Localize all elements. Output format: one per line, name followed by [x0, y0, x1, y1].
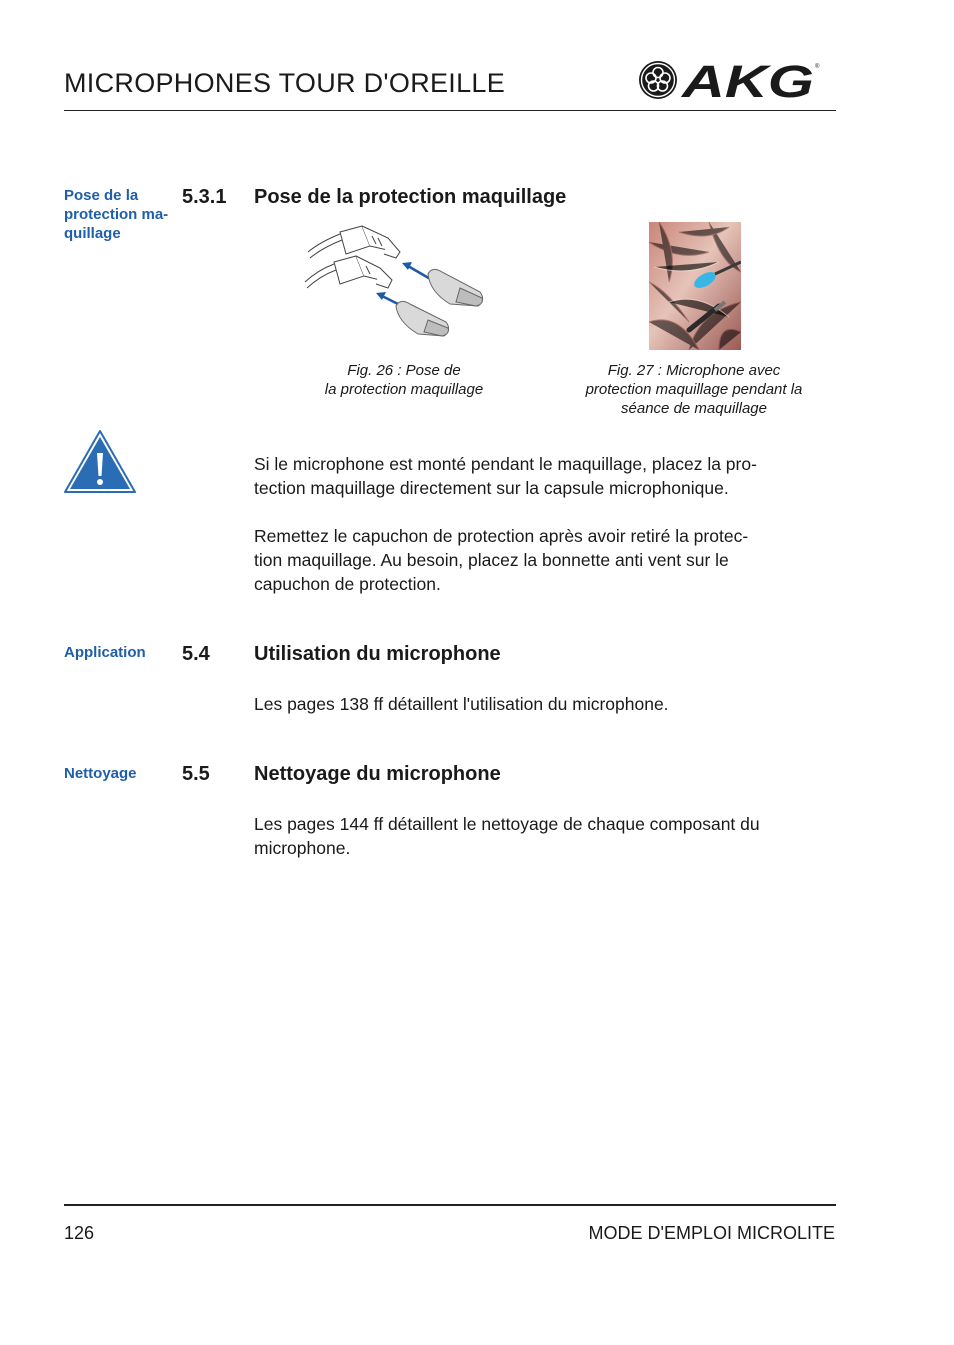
microphone-capsule-illustration-icon [300, 222, 490, 347]
figure-26-caption: Fig. 26 : Pose de la protection maquillage [324, 362, 484, 398]
section-title-54: Utilisation du microphone [254, 643, 501, 665]
akg-emblem-icon [639, 61, 677, 99]
footer-manual-title: MODE D'EMPLOI MICROLITE [588, 1223, 835, 1243]
page-number: 126 [64, 1223, 95, 1243]
section-title-531: Pose de la protection maquillage [254, 186, 567, 208]
margin-note-pose: Pose de la protection ma- quillage [64, 187, 169, 242]
header-rule [64, 110, 836, 111]
margin-note-nettoyage: Nettoyage [64, 765, 137, 782]
section-number-55: 5.5 [182, 763, 210, 785]
paragraph-makeup-2: Remettez le capuchon de protection après avoir retiré la protec- tion maquillage. Au besoin, placez la bonnette anti vent sur le capuchon de protection. [254, 526, 749, 594]
paragraph-usage: Les pages 138 ff détaillent l'utilisation du microphone. [254, 694, 669, 714]
akg-logo [638, 58, 820, 102]
makeup-session-photo [649, 222, 741, 350]
svg-text:®: ® [815, 64, 820, 70]
brand-wordmark: AKG [680, 58, 814, 102]
paragraph-cleaning: Les pages 144 ff détaillent le nettoyage de chaque composant du microphone. [254, 814, 760, 858]
section-number-54: 5.4 [182, 643, 210, 665]
figure-27-caption: Fig. 27 : Microphone avec protection maquillage pendant la séance de maquillage [585, 362, 803, 417]
page-title: MICROPHONES TOUR D'OREILLE [64, 68, 506, 98]
paragraph-makeup-1: Si le microphone est monté pendant le maquillage, placez la pro- tection maquillage directement sur la capsule microphonique. [254, 454, 757, 498]
margin-note-application: Application [64, 644, 146, 661]
footer-rule [64, 1204, 836, 1206]
warning-triangle-icon [63, 429, 137, 495]
section-number-531: 5.3.1 [182, 186, 227, 208]
section-title-55: Nettoyage du microphone [254, 763, 501, 785]
